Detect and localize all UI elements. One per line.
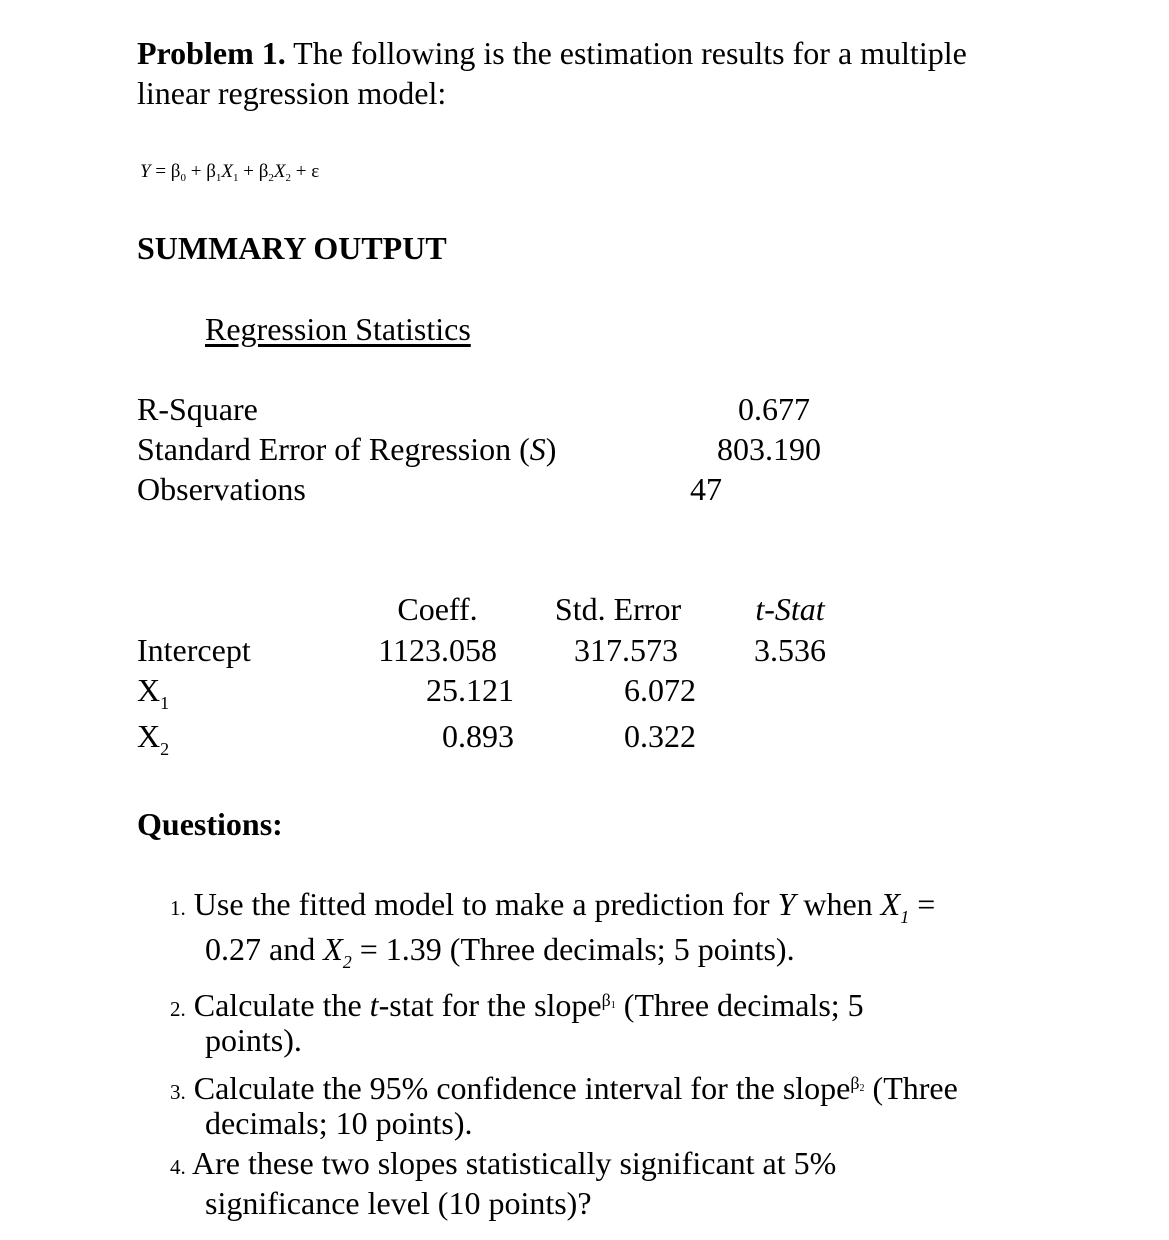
- problem-statement-line1: [137, 33, 967, 73]
- question-1-text: = 1.39 (Three decimals; 5 points).: [351, 931, 795, 967]
- question-2-line2: points).: [205, 1022, 302, 1058]
- eq-x1-sub: 1: [232, 172, 239, 184]
- eq-x2-sub: 2: [285, 172, 291, 184]
- question-3-text: (Three: [864, 1070, 958, 1106]
- eq-beta2-sub: 2: [268, 172, 274, 184]
- question-1-line2: [205, 929, 795, 972]
- problem-intro: The following is the estimation results for a multiple: [293, 35, 967, 71]
- col-header-t-stat: t-Stat: [755, 591, 825, 627]
- std-error-intercept: 317.573: [574, 632, 678, 668]
- question-1-text: =: [909, 886, 936, 922]
- summary-output-title: SUMMARY OUTPUT: [137, 230, 447, 266]
- question-3-line2: decimals; 10 points).: [205, 1105, 473, 1141]
- eq-beta1: β: [206, 161, 216, 182]
- question-4-line2: significance level (10 points)?: [205, 1185, 592, 1221]
- row-label-x1-base: X: [137, 672, 161, 708]
- row-label-intercept: Intercept: [137, 632, 251, 668]
- question-3-beta-symbol: β: [850, 1073, 860, 1093]
- question-1-x1: X: [880, 886, 901, 922]
- eq-beta0-sub: 0: [180, 172, 186, 184]
- question-1-text: when: [795, 886, 881, 922]
- question-2-beta-sub: 1: [610, 1000, 616, 1011]
- question-2-text: -stat for the slope: [378, 987, 602, 1023]
- eq-beta1-sub: 1: [215, 172, 222, 184]
- eq-beta2: β: [258, 161, 269, 182]
- eq-x2: X: [273, 161, 286, 182]
- regression-statistics-title: Regression Statistics: [205, 311, 471, 347]
- stat-value-observations: 47: [690, 471, 722, 507]
- question-2-number: 2.: [170, 997, 186, 1021]
- stat-label-se-prefix: Standard Error of Regression (: [137, 431, 530, 467]
- question-2-t: t: [369, 987, 379, 1023]
- stat-label-standard-error: [137, 429, 556, 469]
- row-label-x2-base: X: [137, 718, 161, 754]
- eq-plus: +: [295, 161, 307, 182]
- eq-equals: =: [155, 161, 167, 182]
- stat-value-r-square: 0.677: [738, 391, 810, 427]
- question-1-x1-sub: 1: [900, 907, 910, 927]
- question-1-x2-sub: 2: [342, 952, 352, 972]
- coeff-x1: 25.121: [426, 672, 514, 708]
- row-label-x1-sub: 1: [160, 693, 170, 713]
- coeff-x2: 0.893: [442, 718, 514, 754]
- question-1-x2: X: [323, 931, 343, 967]
- std-error-x2: 0.322: [624, 718, 696, 754]
- stat-label-observations: Observations: [137, 471, 306, 507]
- questions-title: Questions:: [137, 806, 283, 842]
- question-3-beta2: [850, 1073, 864, 1093]
- stat-label-se-italic: S: [529, 431, 546, 467]
- question-3-text: Calculate the 95% confidence interval for the slope: [193, 1070, 851, 1106]
- stat-label-r-square: R-Square: [137, 391, 258, 427]
- question-1-number: 1.: [170, 896, 186, 920]
- coeff-intercept: 1123.058: [378, 632, 497, 668]
- question-4-text: Are these two slopes statistically significant at 5%: [191, 1145, 837, 1181]
- question-1-text: Use the fitted model to make a prediction for: [193, 886, 778, 922]
- question-1-line1: [170, 884, 935, 928]
- eq-plus: +: [243, 161, 254, 182]
- col-header-std-error: Std. Error: [554, 591, 682, 627]
- row-label-x2: [137, 716, 170, 759]
- question-2-beta1: [602, 990, 616, 1010]
- question-1-text: 0.27 and: [205, 931, 324, 967]
- col-header-coeff: Coeff.: [397, 591, 478, 627]
- question-2-text: Calculate the: [193, 987, 370, 1023]
- eq-beta0: β: [170, 161, 181, 182]
- row-label-x2-sub: 2: [160, 739, 170, 759]
- question-3-number: 3.: [170, 1080, 186, 1104]
- question-1-y: Y: [777, 886, 796, 922]
- eq-x1: X: [221, 161, 233, 182]
- stat-value-standard-error: 803.190: [717, 431, 821, 467]
- t-stat-intercept: 3.536: [754, 632, 826, 668]
- question-2-beta-symbol: β: [601, 990, 611, 1010]
- std-error-x1: 6.072: [624, 672, 696, 708]
- problem-label: Problem 1.: [137, 35, 286, 71]
- eq-y: Y: [140, 161, 151, 182]
- model-equation: [140, 160, 319, 190]
- row-label-x1: [137, 670, 170, 713]
- question-2-text: (Three decimals; 5: [615, 987, 864, 1023]
- stat-label-se-suffix: ): [545, 431, 557, 467]
- question-4-number: 4.: [170, 1155, 186, 1179]
- problem-statement-line2: linear regression model:: [137, 75, 447, 111]
- question-4-line1: [170, 1143, 836, 1187]
- eq-plus: +: [190, 161, 202, 182]
- question-3-beta-sub: 2: [859, 1083, 865, 1094]
- eq-epsilon: ε: [311, 161, 320, 182]
